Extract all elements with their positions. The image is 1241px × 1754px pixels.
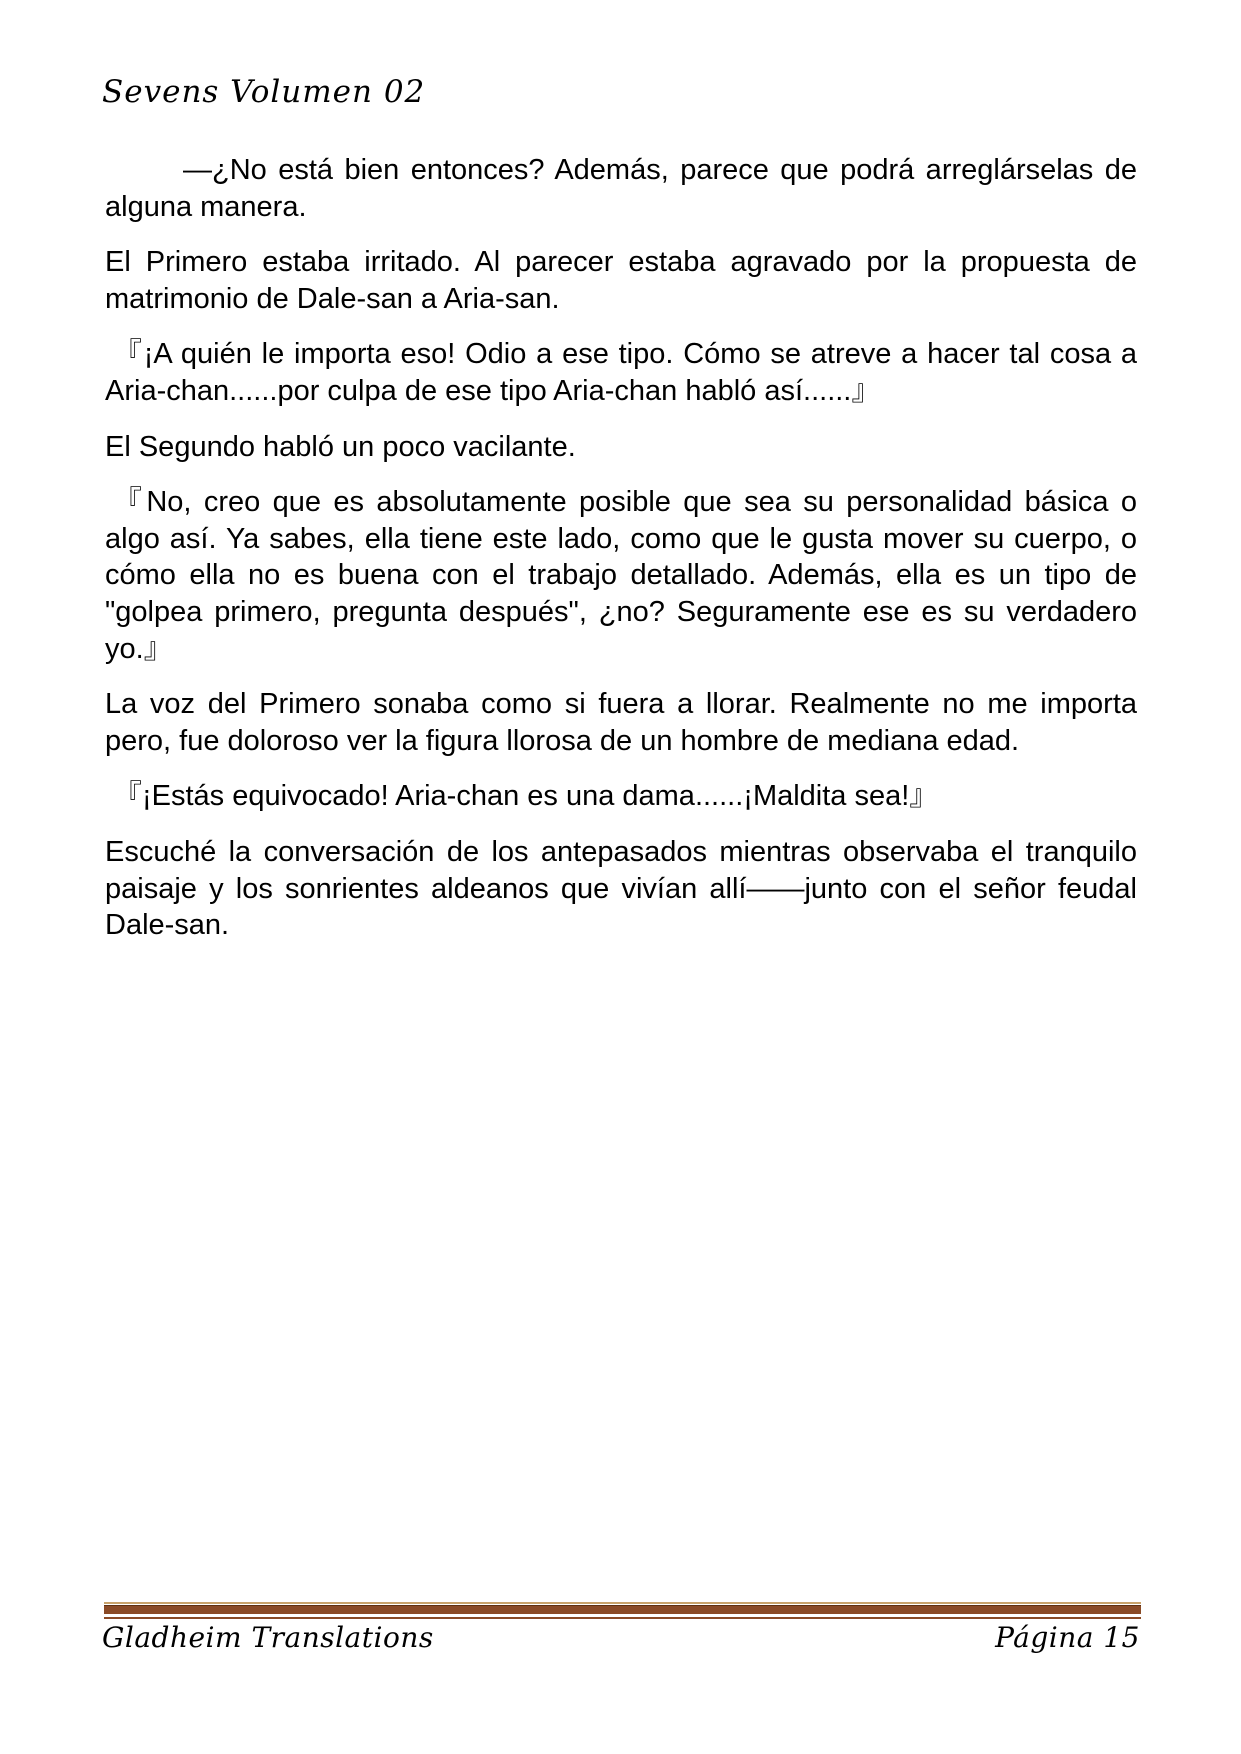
footer-divider-thick-bar [104, 1605, 1141, 1614]
paragraph-narration-3: La voz del Primero sonaba como si fuera a llorar. Realmente no me importa pero, fue doloroso ver la figura llorosa de un hombre de mediana edad. [105, 688, 1137, 757]
page-body [105, 152, 1137, 963]
paragraph-narration-1: El Primero estaba irritado. Al parecer estaba agravado por la propuesta de matrimonio de Dale-san a Aria-san. [105, 246, 1137, 315]
paragraph-dialogue-1: —¿No está bien entonces? Además, parece que podrá arreglárselas de alguna manera. [105, 154, 1137, 223]
footer-divider-thin-line [104, 1617, 1141, 1619]
paragraph-quote-3: 『¡Estás equivocado! Aria-chan es una dama......¡Maldita sea!』 [113, 780, 939, 813]
paragraph-narration-2: El Segundo habló un poco vacilante. [105, 430, 576, 463]
page-number: Página 15 [995, 1621, 1140, 1654]
paragraph-quote-1: 『¡A quién le importa eso! Odio a ese tipo. Cómo se atreve a hacer tal cosa a Aria-chan......por culpa de ese tipo Aria-chan habló así......』 [105, 338, 1137, 407]
page-header [102, 74, 1142, 110]
footer-divider-accent-line [104, 1602, 1141, 1604]
paragraph-narration-4: Escuché la conversación de los antepasados mientras observaba el tranquilo paisaje y los sonrientes aldeanos que vivían allí——junto con el señor feudal Dale-san. [105, 835, 1137, 942]
footer-divider [104, 1602, 1141, 1619]
page-footer [102, 1621, 1140, 1654]
translator-credit: Gladheim Translations [102, 1621, 434, 1654]
volume-title: Sevens Volumen 02 [102, 74, 426, 110]
paragraph-quote-2: 『No, creo que es absolutamente posible que sea su personalidad básica o algo así. Ya sabes, ella tiene este lado, como que le gusta mover su cuerpo, o cómo ella no es buena con el trabajo detallado. Además, ella es un tipo de "golpea primero, pregunta después", ¿no? Seguramente ese es su verdadero yo.』 [105, 486, 1137, 665]
